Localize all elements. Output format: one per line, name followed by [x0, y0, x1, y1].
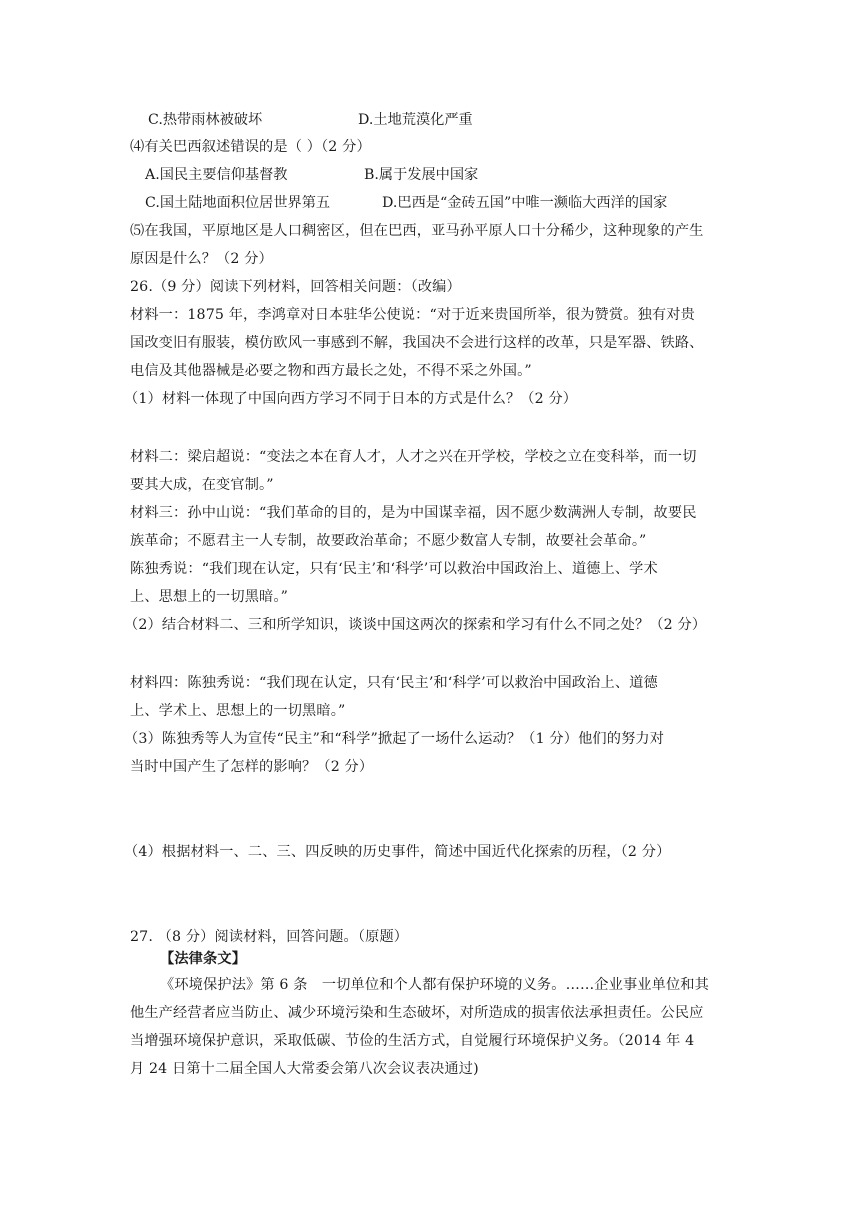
question-25-5-line1: ⑸在我国，平原地区是人口稠密区，但在巴西，亚马孙平原人口十分稀少，这种现象的产生 [130, 223, 704, 239]
option-c: C.国土陆地面积位居世界第五 [145, 195, 331, 211]
law-text-line3: 当增强环境保护意识，采取低碳、节俭的生活方式，自觉履行环境保护义务。（2014 年 4 [130, 1033, 695, 1049]
material-3-line4: 上、思想上的一切黑暗。” [130, 589, 289, 605]
law-text-line4: 月 24 日第十二届全国人大常委会第八次会议表决通过) [130, 1061, 479, 1077]
material-4-line2: 上、学术上、思想上的一切黑暗。” [130, 703, 346, 719]
material-2-line1: 材料二：梁启超说：“变法之本在育人才，人才之兴在开学校，学校之立在变科举，而一切 [130, 449, 697, 465]
material-3-line3: 陈独秀说：“我们现在认定，只有‘民主’和‘科学’可以救治中国政治上、道德上、学术 [130, 561, 658, 577]
question-27-header: 27. （8 分）阅读材料，回答问题。（原题） [130, 929, 409, 945]
law-text-line1: 《环境保护法》第 6 条 一切单位和个人都有保护环境的义务。……企业事业单位和其 [160, 977, 709, 993]
material-1-line1: 材料一：1875 年，李鸿章对日本驻华公使说：“对于近来贵国所举，很为赞赏。独有对贵 [130, 307, 695, 323]
law-section-heading: 【法律条文】 [160, 951, 247, 967]
option-c-rainforest: C.热带雨林被破坏 [148, 112, 263, 128]
question-26-3-line2: 当时中国产生了怎样的影响？（2 分） [130, 759, 374, 775]
question-26-1: （1）材料一体现了中国向西方学习不同于日本的方式是什么？（2 分） [124, 391, 578, 407]
question-26-2: （2）结合材料二、三和所学知识，谈谈中国这两次的探索和学习有什么不同之处？（2 分） [124, 617, 707, 633]
option-a: A.国民主要信仰基督教 [145, 167, 288, 183]
question-26-header: 26.（9 分）阅读下列材料，回答相关问题：（改编） [130, 279, 461, 295]
material-1-line3: 电信及其他器械是必要之物和西方最长之处，不得不采之外国。” [130, 363, 532, 379]
option-d: D.巴西是“金砖五国”中唯一濒临大西洋的国家 [382, 195, 668, 211]
question-25-4-stem: ⑷有关巴西叙述错误的是（ ）（2 分） [130, 139, 371, 155]
option-b: B.属于发展中国家 [364, 167, 479, 183]
material-1-line2: 国改变旧有服装，模仿欧风一事感到不解，我国决不会进行这样的改革，只是军器、铁路、 [130, 335, 704, 351]
option-d-desertification: D.土地荒漠化严重 [358, 112, 473, 128]
question-25-5-line2: 原因是什么？（2 分） [130, 251, 273, 267]
question-26-3-line1: （3）陈独秀等人为宣传“民主”和“科学”掀起了一场什么运动？（1 分）他们的努力对 [124, 731, 665, 747]
material-3-line2: 族革命；不愿君主一人专制，故要政治革命；不愿少数富人专制，故要社会革命。” [130, 533, 647, 549]
material-2-line2: 要其大成，在变官制。” [130, 477, 274, 493]
material-3-line1: 材料三：孙中山说：“我们革命的目的，是为中国谋幸福，因不愿少数满洲人专制，故要民 [130, 505, 697, 521]
question-26-4: （4）根据材料一、二、三、四反映的历史事件，简述中国近代化探索的历程，（2 分） [124, 844, 671, 860]
material-4-line1: 材料四：陈独秀说：“我们现在认定，只有‘民主’和‘科学’可以救治中国政治上、道德 [130, 675, 658, 691]
law-text-line2: 他生产经营者应当防止、减少环境污染和生态破坏，对所造成的损害依法承担责任。公民应 [130, 1005, 704, 1021]
